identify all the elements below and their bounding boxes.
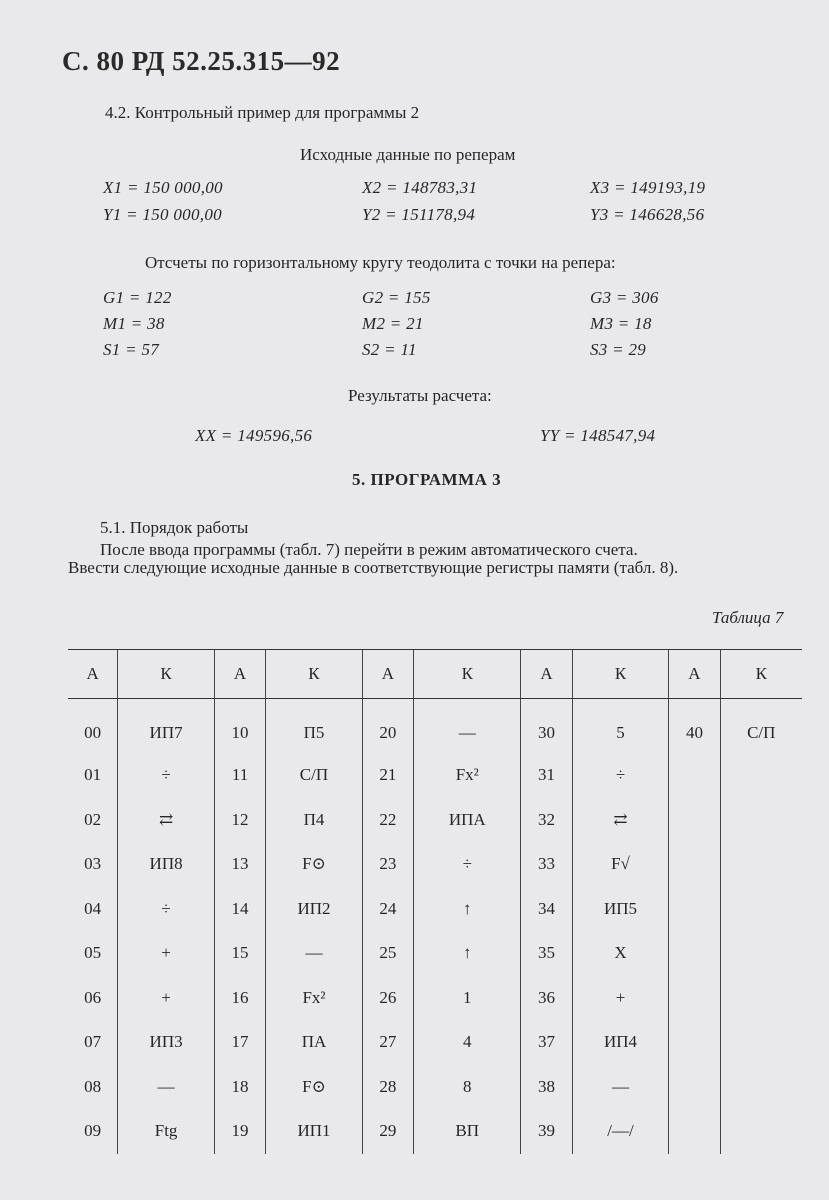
command-cell (720, 976, 802, 1021)
table-row (68, 842, 802, 887)
address-cell: 16 (214, 976, 265, 1021)
table-row (68, 699, 802, 754)
reading-s2: S2 = 11 (362, 340, 417, 359)
table-row (68, 1109, 802, 1154)
section-5-1-title: 5.1. Порядок работы (100, 518, 249, 537)
address-cell: 04 (84, 898, 102, 918)
command-cell: — (572, 1065, 669, 1110)
command-cell: — (118, 1065, 215, 1110)
address-cell: 05 (84, 943, 102, 963)
address-cell: 00 (84, 723, 102, 742)
command-cell: + (572, 976, 669, 1021)
table-row (68, 753, 802, 798)
address-cell (669, 1109, 720, 1154)
command-cell: /—/ (572, 1109, 669, 1154)
command-cell: — (266, 931, 363, 976)
result-yy: YY = 148547,94 (540, 426, 656, 445)
command-cell: ⇄ (118, 798, 215, 843)
header-cell: К (413, 650, 521, 699)
command-cell: ↑ (413, 887, 521, 932)
paragraph-line-1: После ввода программы (табл. 7) перейти в режим автоматического счета. (100, 540, 638, 559)
command-cell: ИПА (413, 798, 521, 843)
command-cell: 5 (572, 699, 669, 754)
command-cell (720, 798, 802, 843)
command-cell: ПА (266, 1020, 363, 1065)
address-cell: 25 (362, 931, 413, 976)
command-cell: ИП2 (266, 887, 363, 932)
header-cell: А (362, 650, 413, 699)
address-cell: 10 (214, 699, 265, 754)
page-header: С. 80 РД 52.25.315—92 (62, 46, 341, 76)
address-cell (669, 798, 720, 843)
command-cell: ÷ (572, 753, 669, 798)
address-cell: 01 (84, 765, 102, 785)
address-cell: 23 (362, 842, 413, 887)
command-cell: ИП1 (266, 1109, 363, 1154)
address-cell: 15 (214, 931, 265, 976)
address-cell: 14 (214, 887, 265, 932)
address-cell: 18 (214, 1065, 265, 1110)
table-7 (68, 649, 802, 1154)
command-cell: F⊙ (266, 1065, 363, 1110)
address-cell: 08 (84, 1076, 102, 1096)
address-cell: 06 (84, 987, 102, 1007)
table-row (68, 887, 802, 932)
command-cell: ÷ (118, 753, 215, 798)
address-cell (669, 931, 720, 976)
section-5-title: 5. ПРОГРАММА 3 (352, 470, 502, 489)
command-cell: ИП5 (572, 887, 669, 932)
command-cell: 8 (413, 1065, 521, 1110)
address-cell: 22 (362, 798, 413, 843)
command-cell: ↑ (413, 931, 521, 976)
reading-g2: G2 = 155 (362, 288, 431, 307)
command-cell: ÷ (413, 842, 521, 887)
address-cell: 13 (214, 842, 265, 887)
address-cell: 37 (521, 1020, 572, 1065)
address-cell (669, 887, 720, 932)
command-cell: F⊙ (266, 842, 363, 887)
address-cell: 21 (362, 753, 413, 798)
reading-m3: M3 = 18 (590, 314, 652, 333)
result-xx: XX = 149596,56 (195, 426, 313, 445)
reading-m2: M2 = 21 (362, 314, 424, 333)
coord-y3: Y3 = 146628,56 (590, 205, 705, 224)
table-row (68, 798, 802, 843)
address-cell (669, 842, 720, 887)
address-cell: 35 (521, 931, 572, 976)
reading-s3: S3 = 29 (590, 340, 647, 359)
reading-g3: G3 = 306 (590, 288, 659, 307)
command-cell: ВП (413, 1109, 521, 1154)
address-cell: 28 (362, 1065, 413, 1110)
results-heading: Результаты расчета: (348, 386, 492, 405)
table-row (68, 976, 802, 1021)
command-cell: + (118, 976, 215, 1021)
coord-x2: X2 = 148783,31 (362, 178, 478, 197)
section-4-2-title: 4.2. Контрольный пример для программы 2 (105, 103, 420, 122)
command-cell: ⇄ (572, 798, 669, 843)
header-cell: К (572, 650, 669, 699)
address-cell: 24 (362, 887, 413, 932)
command-cell: П4 (266, 798, 363, 843)
coord-y1: Y1 = 150 000,00 (103, 205, 222, 224)
coord-x1: X1 = 150 000,00 (103, 178, 223, 197)
table-header-row (68, 650, 802, 699)
reading-g1: G1 = 122 (103, 288, 172, 307)
address-cell: 34 (521, 887, 572, 932)
address-cell: 39 (521, 1109, 572, 1154)
address-cell: 11 (214, 753, 265, 798)
header-cell: К (118, 650, 215, 699)
header-cell: К (720, 650, 802, 699)
reading-s1: S1 = 57 (103, 340, 160, 359)
command-cell: С/П (720, 699, 802, 754)
command-cell: ИП7 (118, 699, 215, 754)
address-cell (669, 1065, 720, 1110)
command-cell: 4 (413, 1020, 521, 1065)
address-cell: 19 (214, 1109, 265, 1154)
command-cell: F√ (572, 842, 669, 887)
command-cell: ИП8 (118, 842, 215, 887)
command-cell (720, 931, 802, 976)
address-cell: 02 (84, 809, 102, 829)
command-cell: X (572, 931, 669, 976)
initial-data-heading: Исходные данные по реперам (300, 145, 516, 164)
command-cell (720, 1065, 802, 1110)
table-row (68, 931, 802, 976)
command-cell (720, 753, 802, 798)
address-cell: 40 (669, 699, 720, 754)
address-cell: 09 (84, 1121, 102, 1141)
command-cell (720, 842, 802, 887)
address-cell: 07 (84, 1032, 102, 1052)
command-cell: Fx² (413, 753, 521, 798)
address-cell: 27 (362, 1020, 413, 1065)
command-cell: С/П (266, 753, 363, 798)
command-cell: Ftg (118, 1109, 215, 1154)
header-cell: А (521, 650, 572, 699)
reading-m1: M1 = 38 (103, 314, 165, 333)
address-cell: 03 (84, 854, 102, 874)
command-cell: ИП3 (118, 1020, 215, 1065)
address-cell: 36 (521, 976, 572, 1021)
address-cell (669, 753, 720, 798)
table-row (68, 1020, 802, 1065)
command-cell (720, 887, 802, 932)
command-cell: Fx² (266, 976, 363, 1021)
address-cell: 32 (521, 798, 572, 843)
command-cell (720, 1020, 802, 1065)
address-cell: 17 (214, 1020, 265, 1065)
address-cell (669, 1020, 720, 1065)
coord-x3: X3 = 149193,19 (590, 178, 706, 197)
coord-y2: Y2 = 151178,94 (362, 205, 476, 224)
header-cell: А (214, 650, 265, 699)
address-cell: 38 (521, 1065, 572, 1110)
command-cell: + (118, 931, 215, 976)
paragraph-line-2: Ввести следующие исходные данные в соответствующие регистры памяти (табл. 8). (68, 558, 679, 577)
command-cell: П5 (266, 699, 363, 754)
address-cell: 33 (521, 842, 572, 887)
table-7-caption: Таблица 7 (712, 608, 784, 627)
header-cell: А (68, 650, 118, 699)
command-cell: ÷ (118, 887, 215, 932)
address-cell: 29 (362, 1109, 413, 1154)
command-cell (720, 1109, 802, 1154)
address-cell: 30 (521, 699, 572, 754)
command-cell: 1 (413, 976, 521, 1021)
address-cell: 12 (214, 798, 265, 843)
address-cell: 26 (362, 976, 413, 1021)
table-row (68, 1065, 802, 1110)
address-cell (669, 976, 720, 1021)
address-cell: 31 (521, 753, 572, 798)
header-cell: К (266, 650, 363, 699)
header-cell: А (669, 650, 720, 699)
readings-heading: Отсчеты по горизонтальному кругу теодолита с точки на репера: (145, 253, 616, 272)
address-cell: 20 (362, 699, 413, 754)
command-cell: ИП4 (572, 1020, 669, 1065)
command-cell: — (413, 699, 521, 754)
